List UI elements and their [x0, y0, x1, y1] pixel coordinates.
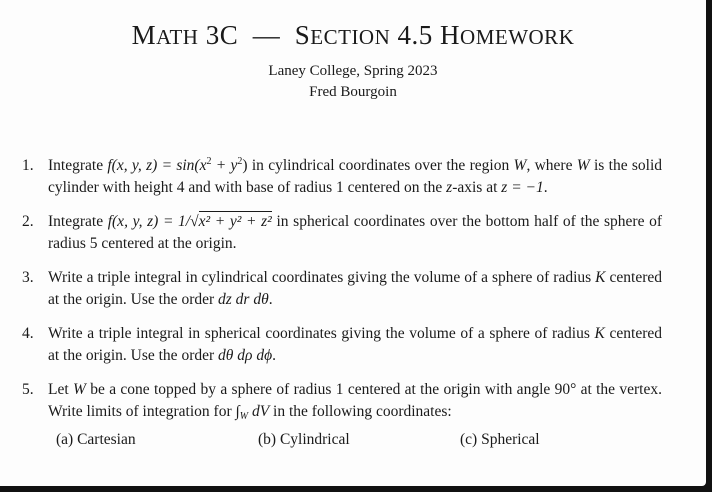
math-radicand: x² + y² + z²: [198, 213, 272, 230]
problem-text: be a cone topped by a sphere of radius 1 centered at the origin with angle 90° at the vertex. Write limits of integration for: [48, 381, 662, 420]
problem-1: 1. Integrate f(x, y, $z) = \sin(x^2 + y^2)$ in cylindrical coordinates over the region W, where W is the solid cylinder with height 4 and with base of radius 1 centered on the z-axis at z = −1.: [22, 156, 663, 196]
integral-sign: ∫: [235, 403, 240, 420]
integral-subscript: W: [239, 411, 249, 422]
math-expression: z = −1: [501, 179, 544, 196]
math-variable: W: [576, 157, 590, 174]
math-expression: ): [242, 157, 248, 174]
math-variable: W: [513, 157, 527, 174]
title-word-homework-rest: OMEWORK: [460, 25, 575, 49]
problem-text: Let: [48, 381, 73, 398]
math-expression: f(x, y, z) = sin(x: [107, 157, 207, 174]
problem-number: 5.: [22, 381, 34, 398]
problem-text: centered at the origin. Use the order: [48, 269, 662, 308]
math-expression: dz dr dθ: [218, 291, 269, 308]
author: Fred Bourgoin: [309, 84, 397, 100]
title-word-homework-initial: H: [440, 20, 461, 50]
math-expression: + y: [211, 157, 238, 174]
title-word-section-rest: ECTION: [310, 25, 391, 49]
problem-3: [22, 267, 662, 311]
problem-text: .: [543, 179, 548, 196]
math-variable: z: [446, 179, 453, 196]
subpart-cylindrical: (b) Cylindrical: [258, 431, 350, 448]
title-word-math-rest: ATH: [156, 25, 199, 49]
problem-text: -axis at: [452, 179, 502, 196]
math-expression: dV: [248, 403, 270, 420]
math-expression: dθ dρ dϕ: [218, 347, 273, 364]
problem-text: in the following coordinates:: [269, 403, 452, 420]
title-dash: —: [252, 20, 281, 50]
title-section-number: 4.5: [397, 20, 433, 50]
problem-number: 4.: [22, 325, 34, 342]
problem-number: 2.: [22, 213, 34, 230]
subpart-spherical: (c) Spherical: [460, 431, 540, 448]
problem-text: .: [272, 347, 276, 364]
title-word-section-initial: S: [294, 20, 311, 50]
problem-text: Write a triple integral in cylindrical coordinates giving the volume of a sphere of radius: [48, 269, 596, 286]
problem-text: centered at the origin. Use the order: [48, 325, 662, 364]
problem-5: [22, 379, 662, 451]
problem-text: in spherical coordinates over the bottom half of the sphere of radius 5 centered at the origin.: [48, 213, 663, 252]
subpart-cartesian: (a) Cartesian: [56, 431, 136, 448]
problem-2: [22, 211, 662, 255]
problem-text: Integrate: [48, 213, 108, 230]
problem-text: in cylindrical coordinates over the region: [247, 157, 514, 174]
page-title: [0, 20, 706, 51]
math-variable: K: [595, 269, 606, 286]
math-variable: K: [594, 325, 605, 342]
institution: Laney College, Spring 2023: [268, 63, 438, 79]
problem-number: 3.: [22, 269, 34, 286]
problem-list: [22, 155, 662, 463]
problem-text: .: [268, 291, 273, 308]
problem-4: [22, 323, 662, 367]
math-expression: f(x, y, z) = 1/√: [107, 213, 199, 230]
subpart-list: [48, 429, 662, 451]
math-variable: W: [72, 381, 86, 398]
problem-text: is the solid cylinder with height 4 and with base of radius 1 centered on the: [48, 157, 663, 196]
title-word-math-initial: M: [131, 20, 157, 50]
title-course-number: 3C: [205, 20, 239, 50]
problem-text: Write a triple integral in spherical coordinates giving the volume of a sphere of radius: [48, 325, 595, 342]
problem-number: 1.: [22, 157, 34, 174]
problem-text: Integrate: [48, 157, 108, 174]
subtitle: [0, 61, 706, 103]
problem-text: , where: [526, 157, 577, 174]
